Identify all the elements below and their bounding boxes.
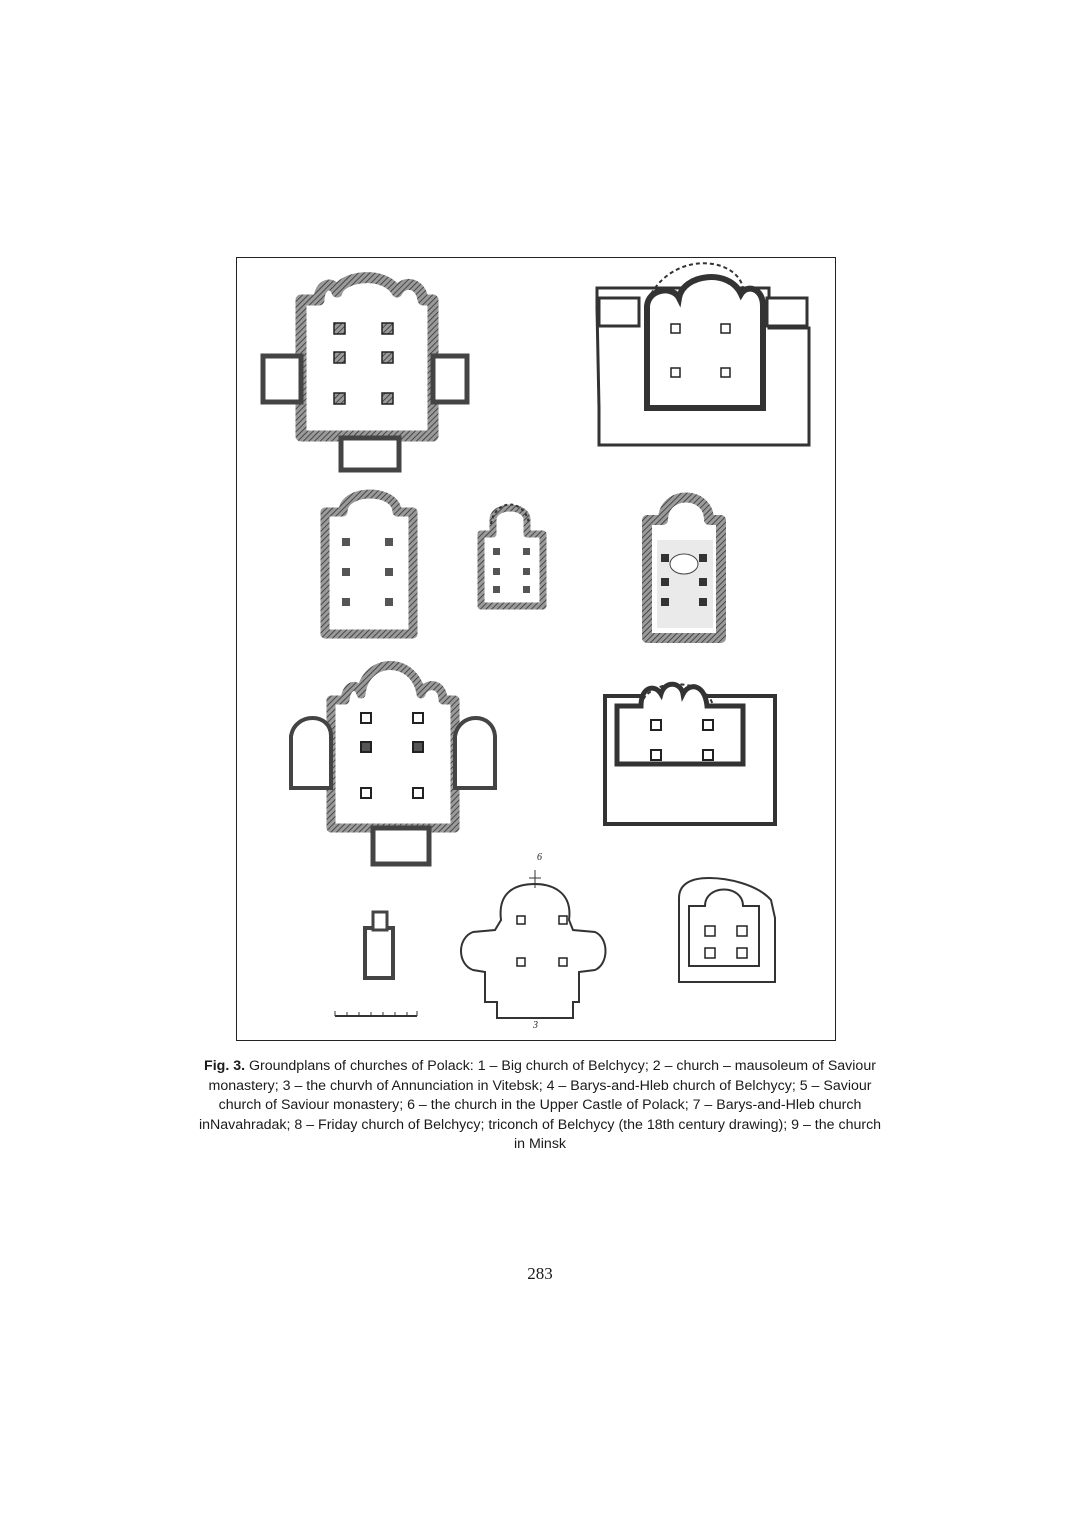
- caption-text: Groundplans of churches of Polack: 1 – Big church of Belchycy; 2 – church – mausoleum of Saviour monastery; 3 – the churvh of Annunciation in Vitebsk; 4 – Barys-and-Hleb church of Belchycy; 5 – Saviour church of Saviour monastery; 6 – the church in the Upper Castle of Polack; 7 – Barys-and-Hleb church inNavahradak; 8 – Friday church of Belchycy; triconch of Belchycy (the 18th century drawing); 9 – the church in Minsk: [198, 1058, 882, 1152]
- plan-triconch: [461, 870, 606, 1018]
- figure-caption: [195, 1057, 885, 1155]
- plan-upper-castle-polack: [291, 666, 495, 865]
- page-number: 283: [527, 1264, 553, 1283]
- plan-saviour-church: [647, 498, 721, 639]
- groundplans-drawing: [237, 258, 837, 1042]
- plan-small-church: [365, 912, 393, 978]
- plan-label-lower: 3: [533, 1020, 538, 1031]
- plan-church-minsk: [679, 878, 775, 982]
- plan-big-church-belchycy: [263, 278, 467, 470]
- plan-annunciation-vitebsk: [325, 494, 413, 634]
- caption-label: Fig. 3.: [204, 1058, 246, 1074]
- plan-barys-hleb-belchycy: [481, 505, 543, 607]
- plan-barys-hleb-navahradak: [605, 684, 775, 824]
- plan-label-upper: 6: [537, 852, 542, 863]
- plan-mausoleum-saviour-monastery: [597, 263, 809, 445]
- figure-frame: [236, 257, 836, 1041]
- scale-bar: [335, 1011, 417, 1016]
